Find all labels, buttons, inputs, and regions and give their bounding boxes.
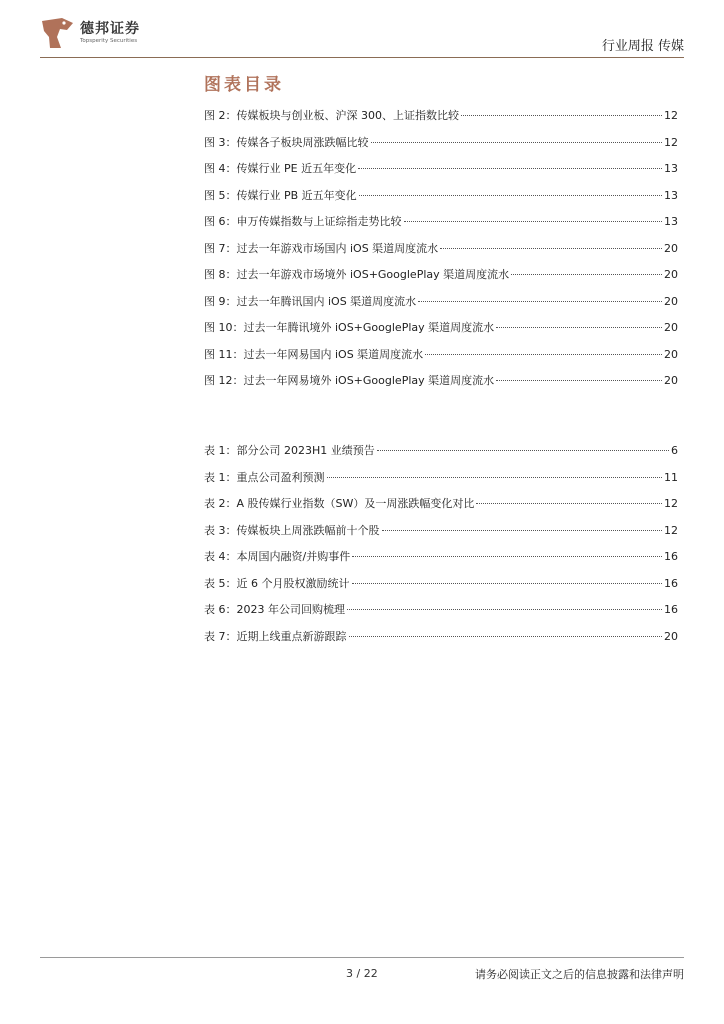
figure-entry[interactable]	[204, 134, 678, 161]
table-entry[interactable]	[204, 469, 678, 496]
dot-leader	[377, 450, 669, 451]
toc-entry-page[interactable]: 20	[664, 347, 678, 361]
table-entry[interactable]	[204, 628, 678, 655]
toc-entry-label[interactable]: 图 8：过去一年游戏市场境外 iOS+GooglePlay 渠道周度流水	[204, 268, 510, 281]
header-divider	[40, 57, 684, 58]
logo-mark-icon	[40, 15, 76, 51]
toc-entry-page[interactable]: 20	[664, 241, 678, 255]
toc-entry-label[interactable]: 图 3：传媒各子板块周涨跌幅比较	[204, 135, 369, 149]
dot-leader	[358, 168, 662, 169]
figure-entry[interactable]	[204, 107, 678, 134]
figure-entry[interactable]	[204, 266, 678, 293]
table-entry[interactable]	[204, 495, 678, 522]
table-entry[interactable]	[204, 442, 678, 469]
toc-entry-page[interactable]: 11	[664, 470, 678, 484]
toc-entry-page[interactable]: 12	[664, 523, 678, 537]
figure-entry[interactable]	[204, 240, 678, 267]
toc-entry-label[interactable]: 图 9：过去一年腾讯国内 iOS 渠道周度流水	[204, 294, 417, 308]
dot-leader	[352, 556, 662, 557]
disclaimer-text: 请务必阅读正文之后的信息披露和法律声明	[475, 968, 684, 981]
toc-entry-label[interactable]: 表 5：近 6 个月股权激励统计	[204, 576, 350, 590]
dot-leader	[496, 380, 662, 381]
dot-leader	[440, 248, 662, 249]
toc-entry-label[interactable]: 图 4：传媒行业 PE 近五年变化	[204, 162, 357, 175]
dot-leader	[418, 301, 662, 302]
toc-entry-page[interactable]: 12	[664, 135, 678, 149]
table-entry[interactable]	[204, 522, 678, 549]
figure-entry[interactable]	[204, 187, 678, 214]
toc-entry-page[interactable]: 16	[664, 576, 678, 590]
figure-entry[interactable]	[204, 346, 678, 373]
toc-entry-label[interactable]: 图 5：传媒行业 PB 近五年变化	[204, 188, 357, 202]
company-logo	[40, 15, 155, 51]
toc-entry-label[interactable]: 表 7：近期上线重点新游跟踪	[204, 629, 347, 643]
toc-entry-page[interactable]: 20	[664, 374, 678, 387]
dot-leader	[404, 221, 663, 222]
dot-leader	[476, 503, 662, 504]
toc-entry-label[interactable]: 表 3：传媒板块上周涨跌幅前十个股	[204, 523, 380, 537]
toc-entry-label[interactable]: 图 6：申万传媒指数与上证综指走势比较	[204, 215, 402, 228]
page-number: 3 / 22	[346, 967, 378, 980]
report-type-label: 行业周报 传媒	[601, 39, 684, 54]
dot-leader	[347, 609, 662, 610]
dot-leader	[349, 636, 663, 637]
toc-entry-label[interactable]: 表 6：2023 年公司回购梳理	[204, 603, 345, 616]
figure-entry[interactable]	[204, 213, 678, 240]
toc-entry-label[interactable]: 表 2：A 股传媒行业指数（SW）及一周涨跌幅变化对比	[204, 497, 475, 510]
figure-entry[interactable]	[204, 160, 678, 187]
toc-entry-label[interactable]: 表 1：重点公司盈利预测	[204, 470, 325, 484]
figure-entry[interactable]	[204, 319, 678, 346]
table-list	[204, 442, 678, 654]
toc-entry-label[interactable]: 图 7：过去一年游戏市场国内 iOS 渠道周度流水	[204, 241, 439, 255]
dot-leader	[425, 354, 662, 355]
dot-leader	[327, 477, 663, 478]
toc-entry-label[interactable]: 图 2：传媒板块与创业板、沪深 300、上证指数比较	[204, 109, 459, 122]
logo-chinese-name: 德邦证券	[80, 21, 140, 37]
toc-entry-page[interactable]: 12	[664, 109, 678, 122]
dot-leader	[511, 274, 662, 275]
toc-entry-label[interactable]: 表 4：本周国内融资/并购事件	[204, 550, 351, 563]
table-entry[interactable]	[204, 548, 678, 575]
table-entry[interactable]	[204, 575, 678, 602]
toc-entry-label[interactable]: 图 12：过去一年网易境外 iOS+GooglePlay 渠道周度流水	[204, 374, 495, 387]
dot-leader	[496, 327, 662, 328]
toc-entry-page[interactable]: 20	[664, 321, 678, 334]
page-header	[0, 0, 724, 60]
figure-entry[interactable]	[204, 293, 678, 320]
toc-entry-page[interactable]: 20	[664, 294, 678, 308]
footer-divider	[40, 957, 684, 958]
toc-entry-page[interactable]: 16	[664, 603, 678, 616]
figure-entry[interactable]	[204, 372, 678, 399]
toc-entry-page[interactable]: 13	[664, 162, 678, 175]
table-entry[interactable]	[204, 601, 678, 628]
toc-entry-page[interactable]: 20	[664, 629, 678, 643]
figure-list	[204, 107, 678, 399]
toc-entry-label[interactable]: 图 11：过去一年网易国内 iOS 渠道周度流水	[204, 347, 424, 361]
toc-entry-label[interactable]: 图 10：过去一年腾讯境外 iOS+GooglePlay 渠道周度流水	[204, 321, 495, 334]
toc-entry-page[interactable]: 12	[664, 497, 678, 510]
toc-title: 图表目录	[204, 75, 284, 95]
toc-entry-page[interactable]: 16	[664, 550, 678, 563]
logo-english-name: Topsperity Securities	[80, 38, 138, 44]
toc-entry-page[interactable]: 6	[671, 444, 678, 457]
toc-entry-page[interactable]: 20	[664, 268, 678, 281]
dot-leader	[371, 142, 663, 143]
dot-leader	[359, 195, 662, 196]
toc-entry-page[interactable]: 13	[664, 215, 678, 228]
dot-leader	[461, 115, 662, 116]
toc-entry-page[interactable]: 13	[664, 188, 678, 202]
dot-leader	[382, 530, 663, 531]
dot-leader	[352, 583, 663, 584]
toc-entry-label[interactable]: 表 1：部分公司 2023H1 业绩预告	[204, 444, 375, 457]
